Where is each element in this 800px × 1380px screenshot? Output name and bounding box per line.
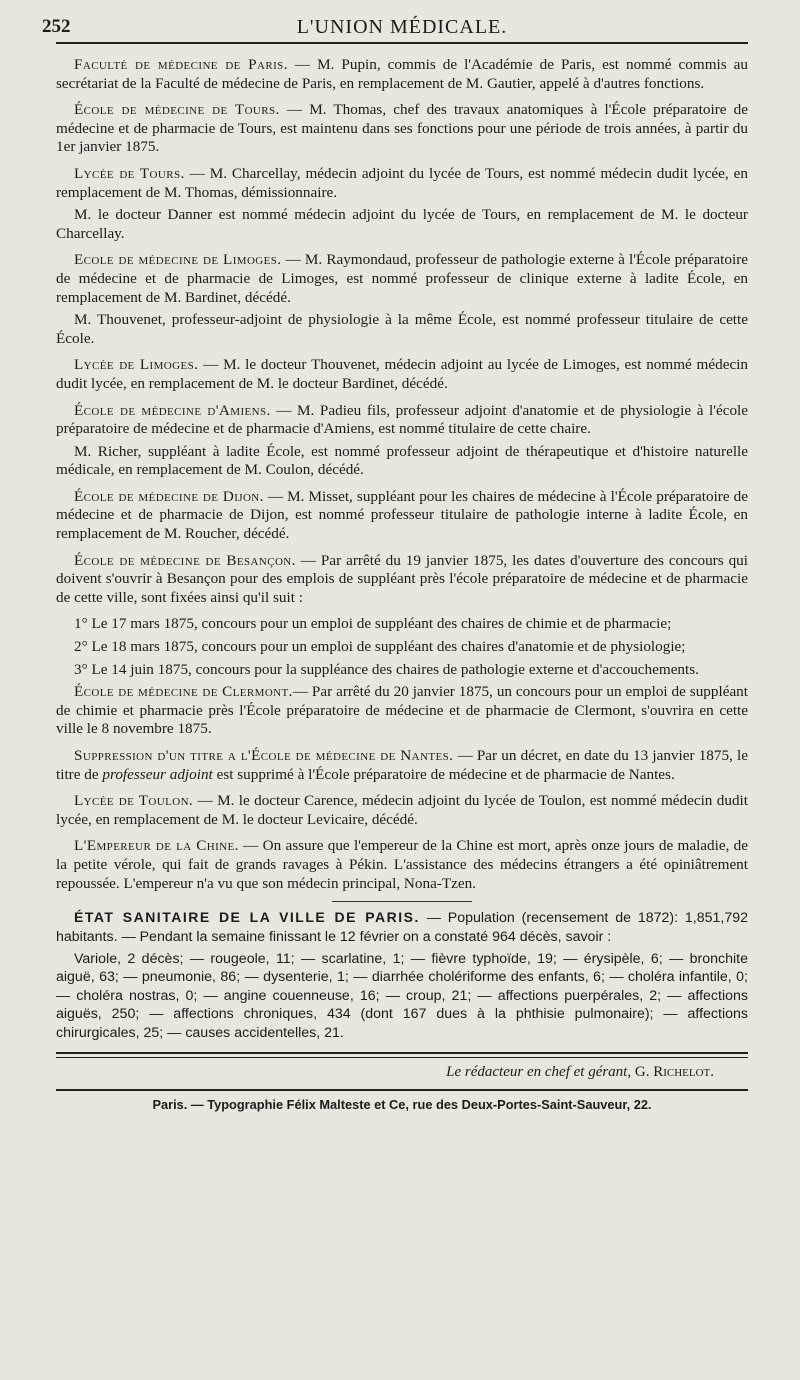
editor-role: Le rédacteur en chef et gérant, [446,1064,632,1080]
concours-list [56,615,748,679]
announcement-text: — Par un décret, en date du 13 janvier 1875, le titre de [56,747,748,783]
announcement-text: M. Richer, suppléant à ladite École, est nommé professeur adjoint de thérapeutique et d'histoire naturelle médicale, en remplacement de M. Coulon, décédé. [56,442,748,479]
announcement-text: — On assure que l'empereur de la Chine est mort, après onze jours de maladie, de la petite vérole, qui fait de grands ravages à Pékin. L'assistance des médecins étrangers a été opiniâtrement repoussée. L'empereur n'a vu que son médecin principal, Nona-Tzen. [56,837,749,892]
article-body [56,56,748,1112]
announcement-heading: École de médecine de Besançon. [74,551,296,569]
announcements-part-1 [56,56,748,607]
announcement-paragraph [56,356,748,393]
announcement-nantes [56,747,748,784]
announcement-paragraph [56,683,748,739]
announcement-emphasis: professeur adjoint [102,765,213,783]
concours-item: 2° Le 18 mars 1875, concours pour un emploi de suppléant des chaires d'anatomie et de physiologie; [74,638,686,656]
announcement-heading: École de médecine de Clermont. [74,683,293,701]
announcement-paragraph [56,443,748,480]
concours-item: 1° Le 17 mars 1875, concours pour un emploi de suppléant des chaires de chimie et de pharmacie; [74,615,672,633]
sanitary-report-intro [56,908,748,946]
footer-double-rule [56,1052,748,1058]
announcement-text: — M. Thomas, chef des travaux anatomiques à l'École préparatoire de médecine et de pharmacie de Tours, est maintenu dans ses fonctions pour une période de trois années, à partir du 1er janvier 1875. [56,101,748,156]
announcement-paragraph [56,206,748,243]
sanitary-report-details: Variole, 2 décès; — rougeole, 11; — scarlatine, 1; — fièvre typhoïde, 19; — érysipèle, 6; — bronchite aiguë, 63; — pneumonie, 86; — dysenterie, 1; — diarrhée cholériforme des enfants, 6; — choléra infantile, 0; — choléra nostras, 0; — angine couenneuse, 16; — croup, 21; — affections puerpérales, 2; — affections aiguës, 250; — affections chroniques, 434 (dont 167 dues à la phthisie pulmonaire); — affections chirurgicales, 25; — causes accidentelles, 21. [56,950,748,1041]
announcement-heading: École de médecine de Tours. [74,101,280,119]
announcement-text: — Par arrêté du 19 janvier 1875, les dates d'ouverture des concours qui doivent s'ouvrir à Besançon pour des emplois de suppléant près l'école préparatoire de médecine et de pharmacie de cette ville, sont fixées ainsi qu'il suit : [56,551,749,606]
announcement-heading: Lycée de Tours. [74,164,185,182]
page-number: 252 [42,16,71,37]
announcement-heading: Lycée de Limoges. [74,356,199,374]
announcement-paragraph [56,488,748,544]
announcement-heading: Faculté de médecine de Paris. [74,56,288,73]
announcement-heading: Lycée de Toulon. [74,792,194,810]
announcement-text: — M. le docteur Carence, médecin adjoint du lycée de Toulon, est nommé médecin dudit lycée, en remplacement de M. le docteur Levicaire, décédé. [56,792,748,828]
announcement-heading: École de médecine d'Amiens. [74,401,271,419]
announcements-part-2 [56,683,748,739]
announcement-paragraph [56,837,748,893]
announcement-text-end: est supprimé à l'École préparatoire de médecine et de pharmacie de Nantes. [212,765,675,783]
page-header [42,12,748,44]
announcement-paragraph [56,552,748,608]
announcement-text: M. le docteur Danner est nommé médecin adjoint du lycée de Tours, en remplacement de M. le docteur Charcellay. [56,206,748,242]
announcement-text: — M. Raymondaud, professeur de pathologie externe à l'École préparatoire de médecine et de pharmacie de Limoges, est nommé professeur de clinique externe à ladite École, en remplacement de M. Bardinet, décédé. [56,251,748,306]
section-divider [332,901,472,902]
announcement-paragraph [56,311,748,348]
announcement-paragraph [56,56,748,93]
announcement-heading: Ecole de médecine de Limoges. [74,251,282,269]
announcement-heading: Suppression d'un titre a l'École de médecine de Nantes. [74,747,454,764]
announcement-heading: L'Empereur de la Chine. [74,837,239,855]
announcement-text: — M. Padieu fils, professeur adjoint d'anatomie et de physiologie à l'école préparatoire de médecine et de pharmacie d'Amiens, est nommé titulaire de cette chaire. [56,401,748,438]
announcements-part-3 [56,792,748,893]
announcement-text: — M. le docteur Thouvenet, médecin adjoint au lycée de Limoges, est nommé médecin dudit lycée, en remplacement de M. le docteur Bardinet, décédé. [56,356,749,392]
sanitary-report-heading: ÉTAT SANITAIRE DE LA VILLE DE PARIS. [74,909,420,926]
announcement-heading: École de médecine de Dijon. [74,487,264,505]
sanitary-report-population: — Population (recensement de 1872): 1,851,792 habitants. — Pendant la semaine finissant le 12 février on a constaté 964 décès, savoir : [56,910,748,945]
announcement-paragraph [56,101,748,157]
announcement-text: — M. Pupin, commis de l'Académie de Paris, est nommé commis au secrétariat de la Faculté de médecine de Paris, en remplacement de M. Gautier, appelé à d'autres fonctions. [56,56,748,92]
imprint-rule [56,1089,748,1091]
editor-signature [56,1064,748,1081]
announcement-text: — Par arrêté du 20 janvier 1875, un concours pour un emploi de suppléant de chimie et pharmacie près l'École préparatoire de médecine et de pharmacie de Clermont, s'ouvrira en cette ville le 8 novembre 1875. [56,683,748,738]
editor-name: G. Richelot. [634,1064,714,1080]
printer-imprint: Paris. — Typographie Félix Malteste et Ce, rue des Deux-Portes-Saint-Sauveur, 22. [152,1097,652,1112]
announcement-paragraph [56,165,748,202]
announcement-text: M. Thouvenet, professeur-adjoint de physiologie à la même École, est nommé professeur titulaire de cette École. [56,311,748,347]
announcement-paragraph [56,251,748,307]
announcement-paragraph [56,402,748,439]
announcement-text: — M. Misset, suppléant pour les chaires de médecine à l'École préparatoire de médecine et de pharmacie de Dijon, est nommé professeur titulaire de pathologie interne à ladite École, en remplacement de M. Roucher, décédé. [56,487,748,543]
announcement-paragraph [56,792,748,829]
journal-title: L'UNION MÉDICALE. [296,16,508,38]
announcement-text: — M. Charcellay, médecin adjoint du lycée de Tours, est nommé médecin dudit lycée, en remplacement de M. Thomas, démissionnaire. [56,164,748,201]
concours-item: 3° Le 14 juin 1875, concours pour la suppléance des chaires de pathologie externe et d'accouchements. [74,660,699,678]
